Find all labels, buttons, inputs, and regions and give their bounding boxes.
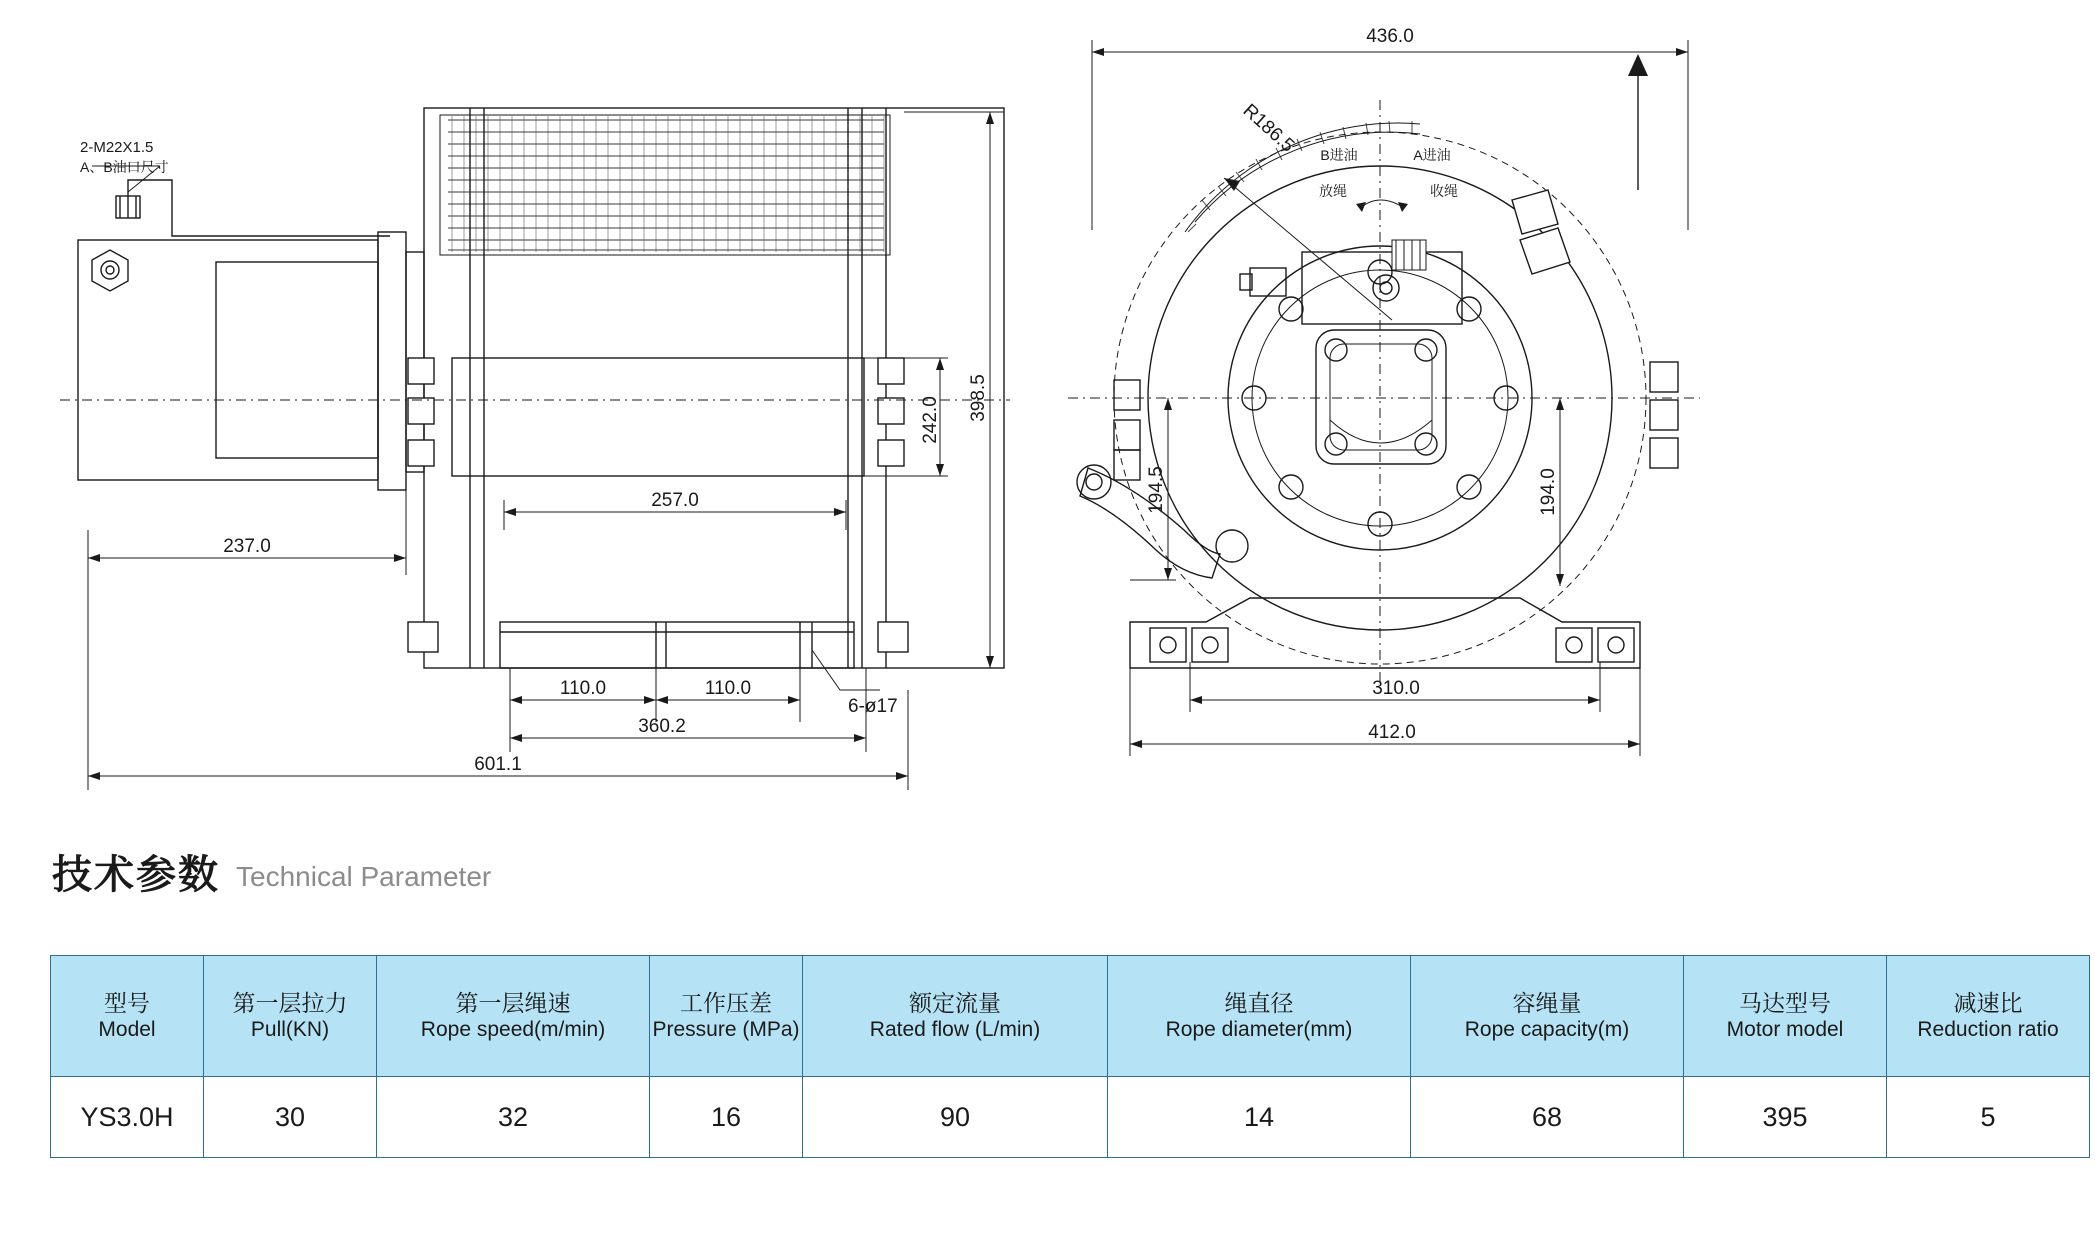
label-a-port: A进油 bbox=[1413, 147, 1451, 163]
column-header-model bbox=[51, 956, 204, 1077]
column-header-model-cn: 型号 bbox=[104, 989, 150, 1016]
column-header-reduction-ratio-cn: 减速比 bbox=[1953, 989, 2023, 1016]
side-view-callout-title: 2-M22X1.5 bbox=[80, 139, 154, 156]
table-header bbox=[51, 956, 2090, 1077]
cell-rope-speed: 32 bbox=[377, 1077, 650, 1158]
column-header-motor-model-en: Motor model bbox=[1726, 1018, 1844, 1042]
dim-601-1: 601.1 bbox=[474, 754, 522, 775]
label-rope-out: 放绳 bbox=[1319, 183, 1347, 199]
cell-rope-capacity: 68 bbox=[1411, 1077, 1684, 1158]
table-row bbox=[51, 1077, 2090, 1158]
label-rope-in: 收绳 bbox=[1430, 183, 1458, 199]
column-header-rope-diameter bbox=[1108, 956, 1411, 1077]
front-view-drawing bbox=[1068, 26, 1700, 756]
column-header-rope-capacity bbox=[1411, 956, 1684, 1077]
column-header-motor-model-cn: 马达型号 bbox=[1739, 989, 1831, 1016]
column-header-rope-speed bbox=[377, 956, 650, 1077]
cell-rated-flow: 90 bbox=[803, 1077, 1108, 1158]
column-header-rope-capacity-en: Rope capacity(m) bbox=[1464, 1018, 1630, 1042]
dim-398-5: 398.5 bbox=[968, 374, 989, 422]
side-view-callout-sub: A、B油口尺寸 bbox=[80, 159, 169, 175]
dim-6-phi17: 6-ø17 bbox=[848, 696, 898, 717]
section-heading bbox=[52, 855, 491, 895]
cell-motor-model: 395 bbox=[1684, 1077, 1887, 1158]
dim-110-a: 110.0 bbox=[559, 678, 607, 699]
side-view-drawing bbox=[60, 108, 1010, 790]
dim-r186-5: R186.5 bbox=[1238, 100, 1299, 157]
dim-257: 257.0 bbox=[651, 490, 699, 511]
dim-412: 412.0 bbox=[1368, 722, 1416, 743]
cell-reduction-ratio: 5 bbox=[1887, 1077, 2090, 1158]
column-header-rope-speed-cn: 第一层绳速 bbox=[455, 989, 571, 1016]
section-heading-en: Technical Parameter bbox=[236, 861, 492, 893]
column-header-pull-en: Pull(KN) bbox=[250, 1018, 330, 1042]
cell-rope-diameter: 14 bbox=[1108, 1077, 1411, 1158]
column-header-motor-model bbox=[1684, 956, 1887, 1077]
column-header-model-en: Model bbox=[98, 1018, 156, 1042]
dim-360-2: 360.2 bbox=[638, 716, 686, 737]
cell-pull: 30 bbox=[204, 1077, 377, 1158]
dim-194: 194.0 bbox=[1538, 468, 1559, 516]
column-header-pressure-en: Pressure (MPa) bbox=[652, 1018, 800, 1042]
column-header-reduction-ratio bbox=[1887, 956, 2090, 1077]
dim-310: 310.0 bbox=[1372, 678, 1420, 699]
section-heading-cn: 技术参数 bbox=[52, 853, 220, 897]
dim-237: 237.0 bbox=[223, 536, 271, 557]
table-body bbox=[51, 1077, 2090, 1158]
column-header-rope-diameter-cn: 绳直径 bbox=[1224, 989, 1294, 1016]
table-header-row bbox=[51, 956, 2090, 1077]
column-header-reduction-ratio-en: Reduction ratio bbox=[1917, 1018, 2059, 1042]
dim-110-b: 110.0 bbox=[704, 678, 752, 699]
technical-parameter-table-wrap bbox=[50, 955, 2059, 1158]
column-header-pressure-cn: 工作压差 bbox=[680, 989, 772, 1016]
column-header-pull-cn: 第一层拉力 bbox=[232, 989, 348, 1016]
column-header-rope-speed-en: Rope speed(m/min) bbox=[420, 1018, 606, 1042]
column-header-pressure bbox=[650, 956, 803, 1077]
cell-model: YS3.0H bbox=[51, 1077, 204, 1158]
column-header-pull bbox=[204, 956, 377, 1077]
technical-parameter-table bbox=[50, 955, 2090, 1158]
label-b-port: B进油 bbox=[1320, 147, 1358, 163]
column-header-rated-flow-cn: 额定流量 bbox=[909, 989, 1001, 1016]
column-header-rated-flow bbox=[803, 956, 1108, 1077]
dim-436: 436.0 bbox=[1366, 26, 1414, 47]
column-header-rope-capacity-cn: 容绳量 bbox=[1512, 989, 1582, 1016]
column-header-rated-flow-en: Rated flow (L/min) bbox=[869, 1018, 1041, 1042]
dim-194-5: 194.5 bbox=[1146, 466, 1167, 514]
dim-242: 242.0 bbox=[920, 396, 941, 444]
cell-pressure: 16 bbox=[650, 1077, 803, 1158]
column-header-rope-diameter-en: Rope diameter(mm) bbox=[1165, 1018, 1353, 1042]
